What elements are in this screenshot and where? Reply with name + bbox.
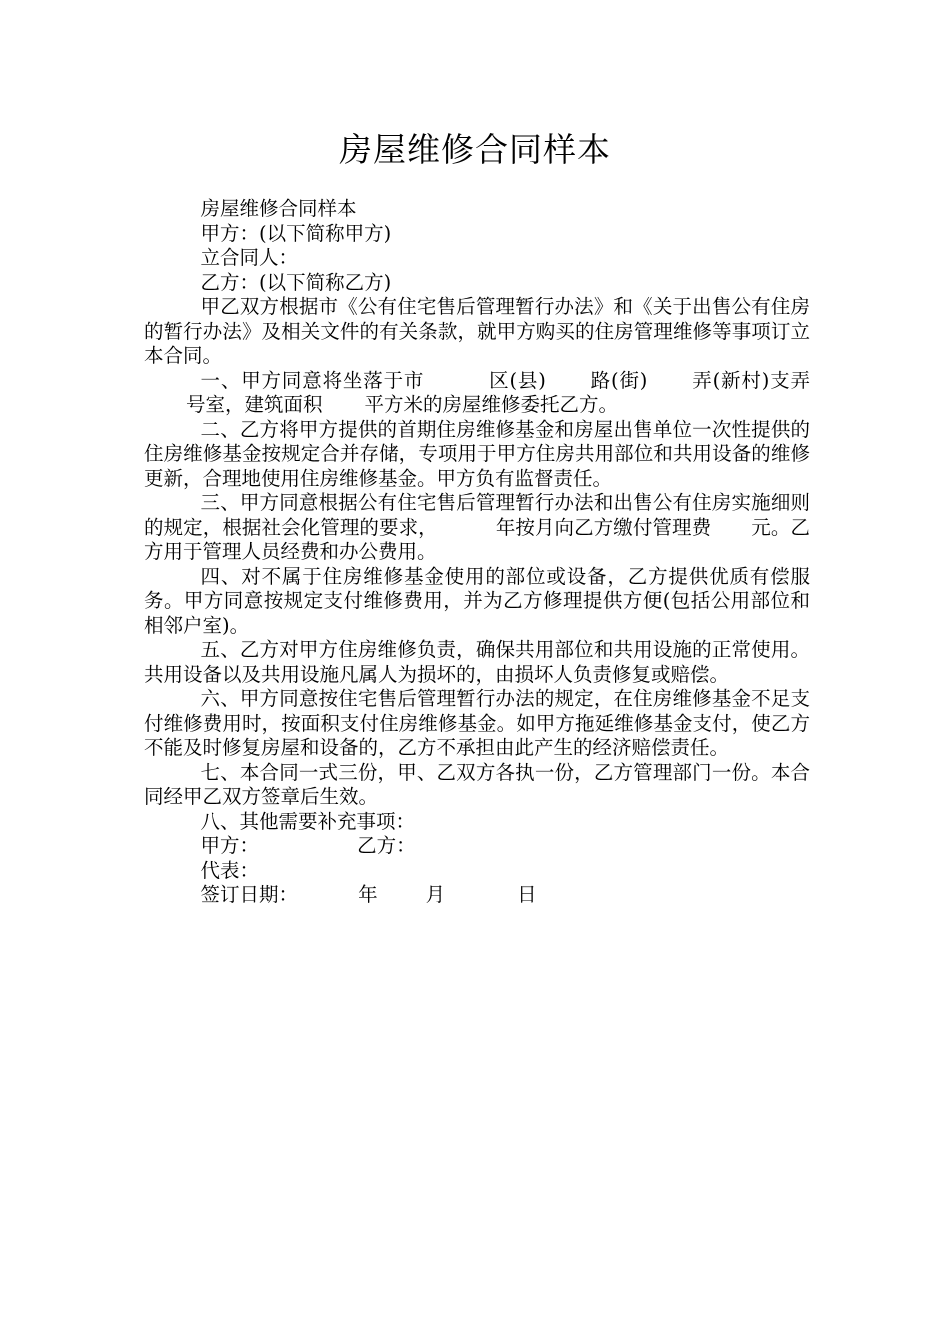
- co-signer-line: 立合同人：: [200, 246, 299, 269]
- signing-date-label: 签订日期：: [200, 883, 299, 906]
- clause-1-part-5: 号室，建筑面积: [186, 393, 323, 416]
- clause-1: [144, 369, 810, 418]
- signing-month-label: 月: [425, 883, 446, 906]
- document-subtitle: 房屋维修合同样本: [200, 197, 357, 220]
- clause-5: 五、乙方对甲方住房维修负责，确保共用部位和共用设施的正常使用。共用设备以及共用设施凡属人为损坏的，由损坏人负责修复或赔偿。: [144, 638, 810, 686]
- signing-date-line: [144, 883, 810, 908]
- clause-1-part-1: 一、甲方同意将坐落于市: [200, 368, 425, 392]
- party-b-line: 乙方：(以下简称乙方): [200, 270, 392, 294]
- clause-1-part-2: 区(县): [488, 368, 546, 392]
- clause-3: [144, 491, 810, 565]
- representative-line: 代表：: [200, 858, 260, 882]
- clause-1-part-6: 平方米的房屋维修委托乙方。: [364, 393, 619, 416]
- clause-6: 六、甲方同意按住宅售后管理暂行办法的规定，在住房维修基金不足支付维修费用时，按面积支付住房维修基金。如甲方拖延维修基金支付，使乙方不能及时修复房屋和设备的，乙方不承担由此产生的经济赔偿责任。: [144, 687, 810, 759]
- document-title: 房屋维修合同样本: [339, 130, 611, 169]
- signature-parties-line: [144, 834, 810, 859]
- clause-7: 七、本合同一式三份，甲、乙双方各执一份，乙方管理部门一份。本合同经甲乙双方签章后生效。: [144, 760, 810, 808]
- clause-2: 二、乙方将甲方提供的首期住房维修基金和房屋出售单位一次性提供的住房维修基金按规定合并存储，专项用于甲方住房共用部位和共用设备的维修更新，合理地使用住房维修基金。甲方负有监督责任。: [144, 417, 810, 490]
- signing-day-label: 日: [517, 883, 537, 906]
- clause-1-part-4: 弄(新村)支弄: [691, 368, 811, 392]
- document-body: [144, 197, 810, 908]
- party-a-signature-label: 甲方：: [200, 834, 260, 857]
- clause-1-part-3: 路(街): [589, 368, 648, 392]
- party-b-signature-label: 乙方：: [357, 834, 416, 857]
- clause-3-part-2: 年按月向乙方缴付管理费: [495, 515, 712, 539]
- signing-year-label: 年: [358, 883, 378, 906]
- clause-3-part-3: 元。乙方用于管理人员经费和办公费用。: [144, 515, 810, 563]
- clause-4: 四、对不属于住房维修基金使用的部位或设备，乙方提供优质有偿服务。甲方同意按规定支付维修费用，并为乙方修理提供方便(包括公用部位和相邻户室)。: [144, 564, 810, 637]
- clause-3-part-1: 三、甲方同意根据公有住宅售后管理暂行办法和出售公有住房实施细则的规定，根据社会化管理的要求，: [144, 491, 810, 539]
- clause-8: 八、其他需要补充事项：: [200, 809, 416, 833]
- party-a-line: 甲方：(以下简称甲方): [200, 221, 392, 245]
- intro-paragraph: 甲乙双方根据市《公有住宅售后管理暂行办法》和《关于出售公有住房的暂行办法》及相关文件的有关条款，就甲方购买的住房管理维修等事项订立本合同。: [144, 295, 810, 367]
